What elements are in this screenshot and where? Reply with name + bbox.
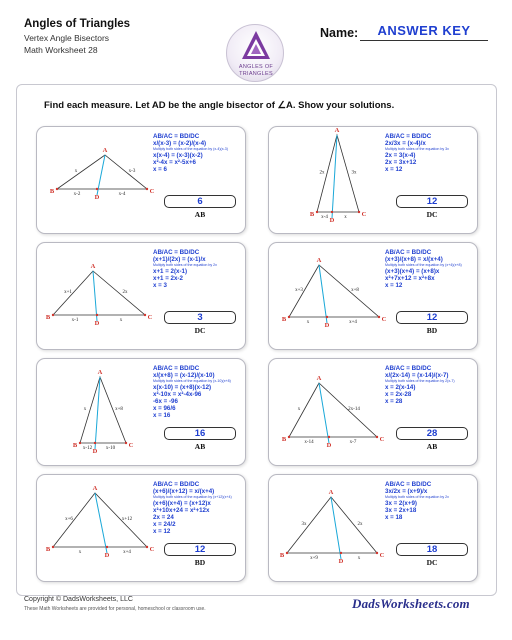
solution-line: Multiply both sides of the equation by (x-10)(x+8)	[153, 379, 231, 384]
problem-card	[268, 358, 478, 466]
answer-box: 12	[396, 311, 468, 324]
vertex-label-a: A	[316, 375, 322, 382]
vertex-label-c: C	[361, 211, 367, 218]
solution-line: x = 6	[153, 166, 167, 174]
segment-label-dc: x+4	[349, 320, 357, 325]
segment-label-dc: x	[357, 556, 361, 561]
vertex-point-b	[288, 316, 290, 318]
solution-line: Multiply both sides of the equation by 3x	[385, 147, 449, 152]
triangle-figure	[269, 359, 385, 459]
side-label-ab: 3x	[301, 522, 307, 527]
problem-card	[36, 474, 246, 582]
usage-note: These Math Worksheets are provided for personal, homeschool or classroom use.	[24, 606, 206, 612]
logo-text-line1: ANGLES OF	[238, 64, 274, 70]
side-label-ab: x+6	[65, 517, 73, 522]
vertex-point-d	[326, 316, 328, 318]
triangle-figure	[37, 475, 153, 575]
vertex-label-a: A	[334, 127, 340, 134]
triangle-outline	[289, 383, 377, 437]
side-label-ab: 2x	[319, 170, 325, 176]
angle-bisector-line	[332, 135, 337, 218]
solution-line: x(x-10) = (x+8)(x-12)	[153, 383, 212, 391]
answer-box: 12	[164, 543, 236, 556]
vertex-label-b: B	[309, 211, 315, 218]
triangle-figure	[37, 359, 153, 459]
solution-line: x = 12	[153, 528, 171, 536]
vertex-label-c: C	[381, 316, 387, 323]
answer-box: 16	[164, 427, 236, 440]
vertex-point-d	[96, 314, 98, 316]
solution-line: AB/AC = BD/DC	[385, 365, 432, 372]
triangle-figure	[37, 127, 153, 227]
vertex-point-b	[288, 436, 290, 438]
vertex-label-b: B	[281, 436, 287, 443]
side-label-ac: 2x	[122, 290, 128, 295]
copyright: Copyright © DadsWorksheets, LLC	[24, 596, 133, 603]
side-label-ac: x-3	[128, 169, 136, 174]
vertex-point-d	[328, 436, 330, 438]
solution-line: x = 28	[385, 398, 403, 406]
vertex-point-c	[146, 546, 148, 548]
vertex-label-c: C	[379, 552, 385, 559]
answer-segment-label: AB	[194, 210, 206, 219]
problem-card	[268, 242, 478, 350]
segment-label-bd: x-12	[82, 446, 93, 451]
triangle-figure	[269, 243, 385, 343]
solution-steps	[385, 133, 479, 173]
solution-line: Multiply both sides of the equation by (x+4)(x+8)	[385, 263, 462, 268]
angle-bisector-line	[319, 383, 329, 443]
solution-line: AB/AC = BD/DC	[385, 133, 432, 140]
angle-bisector-line	[331, 497, 341, 559]
solution-line: AB/AC = BD/DC	[153, 481, 200, 488]
solution-line: x/(2x-14) = (x-14)/(x-7)	[385, 372, 449, 380]
segment-label-bd: x-1	[71, 318, 79, 323]
side-label-ac: 2x-14	[348, 407, 360, 412]
vertex-label-d: D	[92, 448, 98, 455]
angle-bisector-line	[95, 493, 107, 553]
segment-label-dc: x-4	[118, 192, 126, 197]
vertex-label-a: A	[328, 489, 334, 496]
segment-label-dc: x	[344, 215, 347, 220]
solution-steps	[153, 481, 247, 536]
solution-line: AB/AC = BD/DC	[153, 133, 200, 140]
solution-line: Multiply both sides of the equation by 2(x-7)	[385, 379, 455, 384]
solution-line: AB/AC = BD/DC	[153, 249, 200, 256]
solution-line: (x+6)/(x+12) = x/(x+4)	[153, 488, 215, 496]
vertex-label-b: B	[281, 316, 287, 323]
triangle-figure	[37, 243, 153, 343]
solution-line: Multiply both sides of the equation by 2x	[385, 495, 449, 500]
side-label-ac: 3x	[351, 170, 357, 176]
vertex-label-d: D	[338, 558, 344, 565]
solution-line: x²-4x = x²-5x+6	[153, 158, 196, 166]
solution-line: 3x = 2(x+9)	[385, 499, 417, 507]
angle-bisector-line	[93, 271, 97, 321]
angle-bisector-line	[319, 265, 327, 323]
problem-card	[268, 474, 478, 582]
answer-box: 28	[396, 427, 468, 440]
solution-line: x+1 = 2(x-1)	[153, 267, 188, 275]
answer-box: 6	[164, 195, 236, 208]
solution-line: x/(x+8) = (x-12)/(x-10)	[153, 372, 215, 380]
vertex-label-b: B	[45, 546, 51, 553]
solution-line: Multiply both sides of the equation by (x-4)(x-3)	[153, 147, 228, 152]
solution-line: x(x-4) = (x-3)(x-2)	[153, 151, 203, 159]
solution-line: AB/AC = BD/DC	[385, 481, 432, 488]
solution-line: x = 2x-28	[385, 390, 412, 398]
solution-line: (x+1)/(2x) = (x-1)/x	[153, 256, 206, 264]
vertex-point-b	[286, 552, 288, 554]
worksheet-number: Math Worksheet 28	[24, 45, 98, 55]
solution-line: x = 3	[153, 282, 167, 290]
problem-card	[36, 126, 246, 234]
logo-text-line2: TRIANGLES	[239, 71, 273, 77]
vertex-label-c: C	[128, 442, 134, 449]
vertex-point-d	[340, 552, 342, 554]
vertex-point-d	[96, 188, 98, 190]
solution-line: Multiply both sides of the equation by 2x	[153, 263, 217, 268]
vertex-label-a: A	[97, 369, 103, 376]
vertex-label-c: C	[149, 188, 155, 195]
triangle-figure	[269, 127, 385, 227]
side-label-ac: x+8	[351, 288, 359, 293]
side-label-ac: x+12	[121, 517, 133, 522]
vertex-point-b	[79, 442, 81, 444]
name-label: Name:	[320, 26, 359, 40]
problem-card	[268, 126, 478, 234]
solution-line: x = 2(x-14)	[385, 383, 416, 391]
vertex-label-d: D	[326, 442, 332, 449]
answer-box: 12	[396, 195, 468, 208]
segment-label-bd: x	[78, 550, 82, 555]
angle-bisector-line	[95, 377, 100, 449]
solution-line: x = 12	[385, 166, 403, 174]
vertex-point-c	[144, 314, 146, 316]
problem-card	[36, 242, 246, 350]
segment-label-dc: x	[119, 318, 123, 323]
solution-line: x²-10x = x²-4x-96	[153, 390, 202, 398]
vertex-point-b	[316, 211, 318, 213]
solution-steps	[153, 133, 247, 173]
problem-card	[36, 358, 246, 466]
vertex-point-c	[378, 316, 380, 318]
answer-box: 3	[164, 311, 236, 324]
solution-steps	[153, 365, 247, 420]
solution-line: x = 18	[385, 514, 403, 522]
solution-line: 2x/3x = (x-4)/x	[385, 140, 426, 148]
vertex-label-b: B	[72, 442, 78, 449]
segment-label-bd: x-4	[321, 215, 328, 220]
vertex-label-d: D	[329, 217, 335, 224]
side-label-ab: x+3	[295, 288, 303, 293]
solution-line: 2x = 3(x-4)	[385, 151, 416, 159]
side-label-ab: x	[83, 407, 87, 412]
vertex-label-c: C	[147, 314, 153, 321]
vertex-label-a: A	[102, 147, 108, 154]
segment-label-bd: x-2	[73, 192, 81, 197]
solution-line: (x+3)(x+4) = (x+8)x	[385, 267, 440, 275]
vertex-label-a: A	[316, 257, 322, 264]
vertex-point-d	[331, 211, 333, 213]
solution-steps	[385, 365, 479, 405]
triangle-figure	[269, 475, 385, 575]
solution-line: 2x = 3x+12	[385, 158, 417, 166]
vertex-point-d	[106, 546, 108, 548]
side-label-ab: x	[74, 169, 78, 174]
solution-line: -6x = -96	[153, 398, 178, 406]
answer-segment-label: AB	[194, 442, 206, 451]
solution-steps	[385, 481, 479, 521]
solution-line: x/(x-3) = (x-2)/(x-4)	[153, 140, 207, 148]
solution-line: x+1 = 2x-2	[153, 274, 183, 282]
solution-line: x = 12	[385, 282, 403, 290]
answer-box: 18	[396, 543, 468, 556]
segment-label-bd: x-14	[304, 440, 314, 445]
vertex-label-c: C	[379, 436, 385, 443]
side-label-ab: x	[297, 407, 301, 412]
vertex-point-c	[376, 436, 378, 438]
solution-steps	[153, 249, 247, 289]
solution-line: x = 96/6	[153, 405, 176, 413]
worksheet-subtitle: Vertex Angle Bisectors	[24, 33, 110, 43]
solution-steps	[385, 249, 479, 289]
answer-segment-label: DC	[426, 558, 438, 567]
segment-label-dc: x-10	[105, 446, 116, 451]
solution-line: (x+3)/(x+8) = x/(x+4)	[385, 256, 443, 264]
side-label-ac: x+8	[115, 407, 123, 412]
vertex-label-d: D	[94, 320, 100, 327]
answer-segment-label: BD	[194, 558, 206, 567]
side-label-ac: 2x	[357, 522, 363, 527]
vertex-point-c	[125, 442, 127, 444]
segment-label-dc: x-7	[349, 440, 357, 445]
vertex-label-a: A	[90, 263, 96, 270]
answer-segment-label: AB	[426, 442, 438, 451]
segment-label-bd: x	[306, 320, 310, 325]
vertex-label-b: B	[49, 188, 55, 195]
worksheet-title: Angles of Triangles	[24, 18, 131, 30]
vertex-point-d	[94, 442, 96, 444]
vertex-point-c	[146, 188, 148, 190]
solution-line: 2x = 24	[153, 514, 174, 522]
answer-key-text: ANSWER KEY	[377, 23, 471, 38]
vertex-label-b: B	[45, 314, 51, 321]
name-underline	[360, 40, 488, 41]
vertex-point-b	[56, 188, 58, 190]
vertex-label-d: D	[94, 194, 100, 201]
answer-segment-label: DC	[426, 210, 438, 219]
solution-line: 3x/2x = (x+9)/x	[385, 488, 428, 496]
solution-line: x = 16	[153, 412, 171, 420]
solution-line: x = 24/2	[153, 521, 176, 529]
solution-line: (x+6)(x+4) = (x+12)x	[153, 499, 211, 507]
solution-line: Multiply both sides of the equation by (x+12)(x+4)	[153, 495, 232, 500]
side-label-ab: x+1	[64, 290, 72, 295]
solution-line: AB/AC = BD/DC	[385, 249, 432, 256]
vertex-point-c	[358, 211, 360, 213]
segment-label-bd: x+9	[310, 556, 318, 561]
answer-segment-label: DC	[194, 326, 206, 335]
vertex-point-b	[52, 314, 54, 316]
segment-label-dc: x+4	[123, 550, 131, 555]
angles-of-triangles-logo	[226, 24, 284, 82]
vertex-label-b: B	[279, 552, 285, 559]
solution-line: AB/AC = BD/DC	[153, 365, 200, 372]
solution-line: x²+10x+24 = x²+12x	[153, 506, 210, 514]
vertex-label-d: D	[104, 552, 110, 559]
vertex-point-c	[376, 552, 378, 554]
vertex-label-c: C	[149, 546, 155, 553]
solution-line: x²+7x+12 = x²+8x	[385, 274, 435, 282]
answer-segment-label: BD	[426, 326, 438, 335]
instructions: Find each measure. Let AD be the angle bisector of ∠A. Show your solutions.	[44, 100, 395, 111]
vertex-label-a: A	[92, 485, 98, 492]
vertex-label-d: D	[324, 322, 330, 329]
brand-logo: DadsWorksheets.com	[352, 596, 470, 611]
vertex-point-b	[52, 546, 54, 548]
solution-line: 3x = 2x+18	[385, 506, 417, 514]
